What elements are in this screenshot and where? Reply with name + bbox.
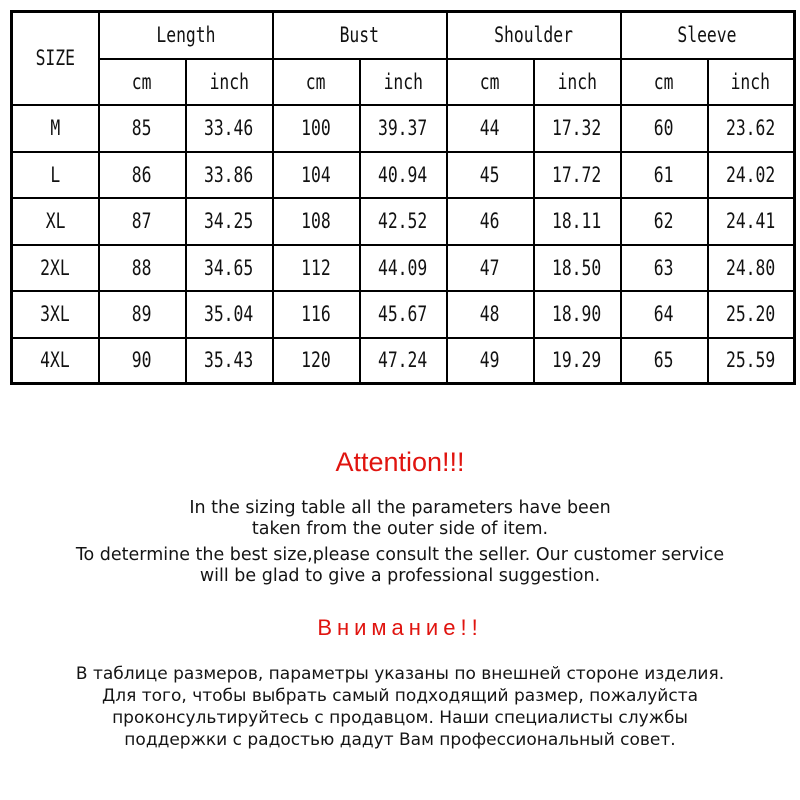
- unit-header: cm: [621, 59, 708, 105]
- notice-line: taken from the outer side of item.: [251, 519, 549, 539]
- value-cell: 62: [621, 198, 708, 245]
- group-header-sleeve: Sleeve: [621, 12, 795, 59]
- value-cell: 33.46: [186, 105, 273, 152]
- group-header-bust: Bust: [273, 12, 447, 59]
- group-header-length: Length: [99, 12, 273, 59]
- size-cell: 4XL: [12, 338, 99, 384]
- unit-header: cm: [447, 59, 534, 105]
- unit-header: cm: [273, 59, 360, 105]
- value-cell: 45: [447, 152, 534, 198]
- value-cell: 35.04: [186, 291, 273, 338]
- value-cell: 90: [99, 338, 186, 384]
- value-cell: 60: [621, 105, 708, 152]
- value-cell: 47: [447, 245, 534, 291]
- size-cell: 2XL: [12, 245, 99, 291]
- size-cell: M: [12, 105, 99, 152]
- value-cell: 34.65: [186, 245, 273, 291]
- table-row: [12, 152, 795, 198]
- value-cell: 24.02: [708, 152, 795, 198]
- value-cell: 23.62: [708, 105, 795, 152]
- attention-title-ru: Внимание!!: [317, 615, 483, 640]
- attention-title-en: Attention!!!: [335, 447, 465, 477]
- value-cell: 18.50: [534, 245, 621, 291]
- value-cell: 64: [621, 291, 708, 338]
- value-cell: 88: [99, 245, 186, 291]
- unit-header: inch: [534, 59, 621, 105]
- value-cell: 89: [99, 291, 186, 338]
- unit-header: inch: [186, 59, 273, 105]
- value-cell: 116: [273, 291, 360, 338]
- value-cell: 24.41: [708, 198, 795, 245]
- value-cell: 108: [273, 198, 360, 245]
- value-cell: 19.29: [534, 338, 621, 384]
- value-cell: 49: [447, 338, 534, 384]
- value-cell: 35.43: [186, 338, 273, 384]
- value-cell: 25.59: [708, 338, 795, 384]
- value-cell: 33.86: [186, 152, 273, 198]
- value-cell: 17.32: [534, 105, 621, 152]
- table-row: [12, 105, 795, 152]
- value-cell: 18.90: [534, 291, 621, 338]
- value-cell: 85: [99, 105, 186, 152]
- value-cell: 40.94: [360, 152, 447, 198]
- value-cell: 65: [621, 338, 708, 384]
- value-cell: 17.72: [534, 152, 621, 198]
- value-cell: 61: [621, 152, 708, 198]
- value-cell: 25.20: [708, 291, 795, 338]
- unit-header: inch: [360, 59, 447, 105]
- notice-line: To determine the best size,please consult the seller. Our customer service: [75, 545, 725, 565]
- table-row: [12, 338, 795, 384]
- value-cell: 39.37: [360, 105, 447, 152]
- value-cell: 100: [273, 105, 360, 152]
- size-header: SIZE: [12, 12, 99, 105]
- size-cell: L: [12, 152, 99, 198]
- value-cell: 45.67: [360, 291, 447, 338]
- notice-ru-paragraph: [0, 663, 800, 751]
- value-cell: 63: [621, 245, 708, 291]
- notice-line: In the sizing table all the parameters have been: [189, 498, 611, 518]
- value-cell: 87: [99, 198, 186, 245]
- value-cell: 104: [273, 152, 360, 198]
- size-cell: XL: [12, 198, 99, 245]
- value-cell: 44.09: [360, 245, 447, 291]
- value-cell: 18.11: [534, 198, 621, 245]
- value-cell: 24.80: [708, 245, 795, 291]
- notice-en-paragraph-1: [0, 498, 800, 540]
- unit-header: cm: [99, 59, 186, 105]
- value-cell: 44: [447, 105, 534, 152]
- notice-en-paragraph-2: [0, 545, 800, 587]
- notice-line: поддержки с радостью дадут Вам профессиональный совет.: [124, 730, 676, 750]
- value-cell: 112: [273, 245, 360, 291]
- size-cell: 3XL: [12, 291, 99, 338]
- value-cell: 48: [447, 291, 534, 338]
- group-header-shoulder: Shoulder: [447, 12, 621, 59]
- value-cell: 34.25: [186, 198, 273, 245]
- notice-line: проконсультируйтесь с продавцом. Наши специалисты службы: [112, 708, 688, 728]
- value-cell: 47.24: [360, 338, 447, 384]
- notice-line: will be glad to give a professional suggestion.: [199, 566, 601, 586]
- unit-header: inch: [708, 59, 795, 105]
- value-cell: 120: [273, 338, 360, 384]
- value-cell: 42.52: [360, 198, 447, 245]
- value-cell: 46: [447, 198, 534, 245]
- table-row: [12, 198, 795, 245]
- notice-line: В таблице размеров, параметры указаны по внешней стороне изделия.: [75, 664, 725, 684]
- table-row: [12, 245, 795, 291]
- notice-line: Для того, чтобы выбрать самый подходящий размер, пожалуйста: [101, 686, 699, 706]
- value-cell: 86: [99, 152, 186, 198]
- size-chart-table: [10, 10, 796, 385]
- table-row: [12, 291, 795, 338]
